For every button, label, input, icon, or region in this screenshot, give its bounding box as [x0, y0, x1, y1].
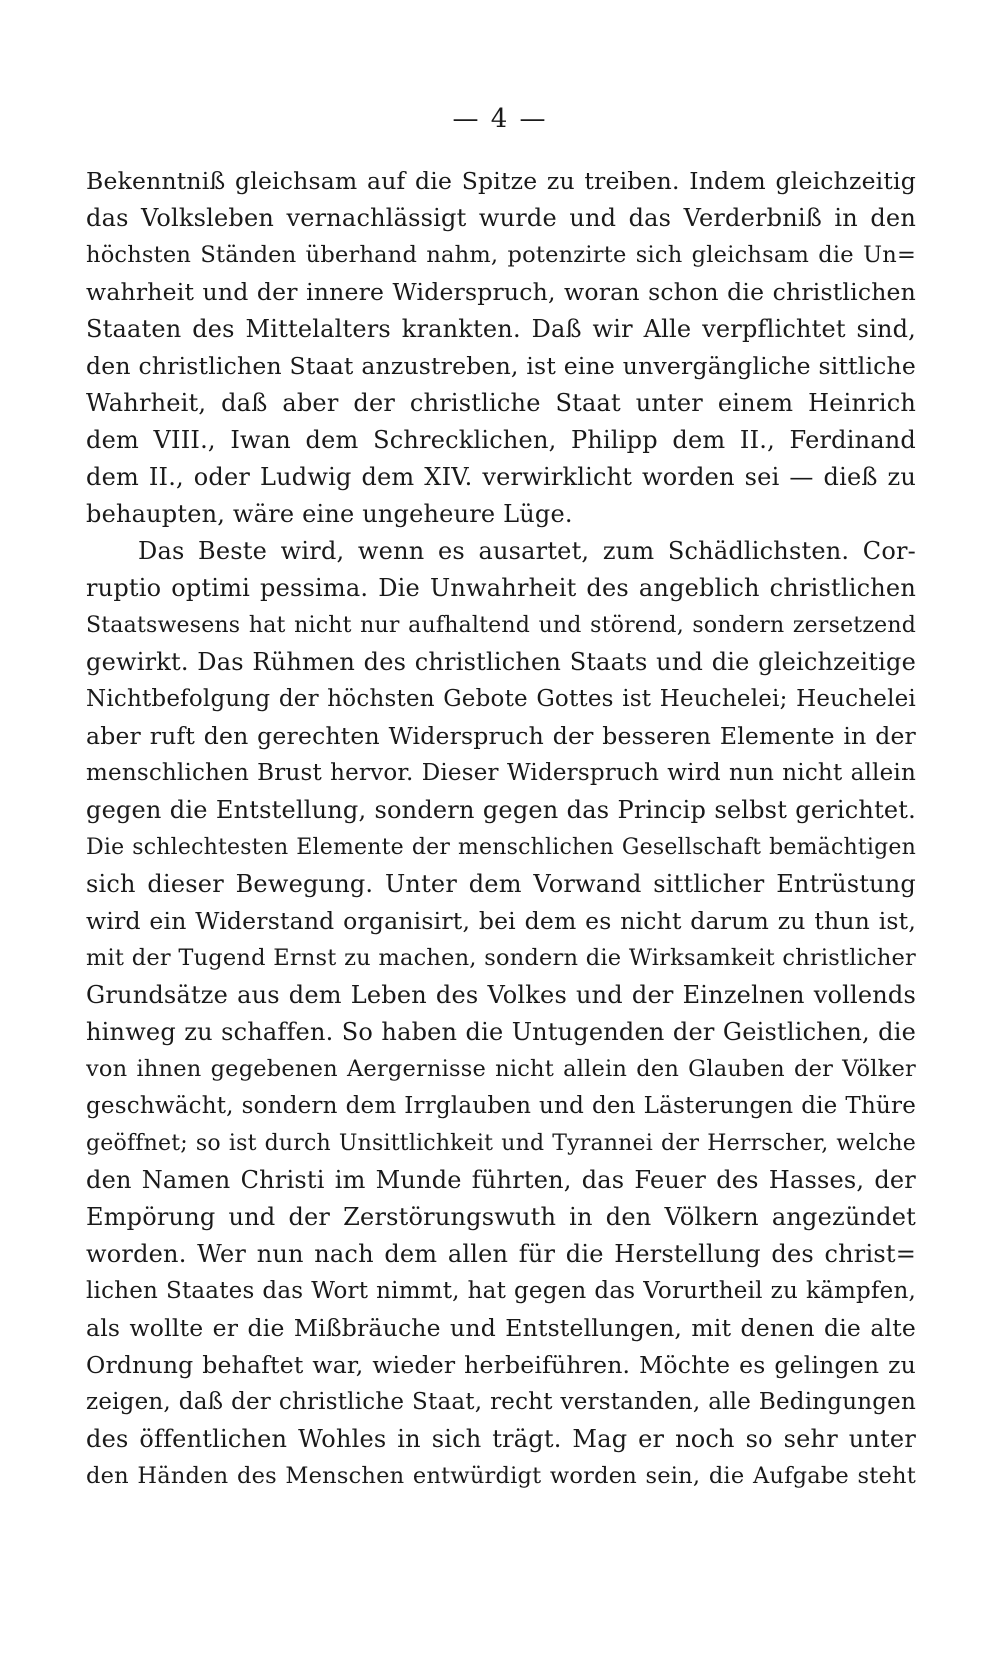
page-number: — 4 — — [452, 104, 548, 134]
text-line: Die schlechtesten Elemente der menschlichen Gesellschaft bemächtigen — [86, 835, 916, 860]
text-line: hinweg zu schaffen. So haben die Untugenden der Geistlichen, die — [86, 1018, 916, 1046]
body-text — [86, 163, 916, 1495]
text-line: Empörung und der Zerstörungswuth in den Völkern angezündet — [86, 1203, 916, 1231]
text-line: geschwächt, sondern dem Irrglauben und den Lästerungen die Thüre — [86, 1093, 916, 1119]
text-line: Ordnung behaftet war, wieder herbeiführen. Möchte es gelingen zu — [86, 1351, 916, 1379]
text-line: Grundsätze aus dem Leben des Volkes und der Einzelnen vollends — [86, 981, 916, 1009]
text-line: den Namen Christi im Munde führten, das Feuer des Hasses, der — [86, 1166, 916, 1194]
text-line: als wollte er die Mißbräuche und Entstellungen, mit denen die alte — [86, 1314, 916, 1342]
text-line: ruptio optimi pessima. Die Unwahrheit des angeblich christlichen — [86, 574, 916, 602]
text-line: Staatswesens hat nicht nur aufhaltend und störend, sondern zersetzend — [86, 613, 916, 638]
text-line: wird ein Widerstand organisirt, bei dem es nicht darum zu thun ist, — [86, 907, 916, 935]
text-line: dem VIII., Iwan dem Schrecklichen, Philipp dem II., Ferdinand — [86, 426, 916, 454]
paragraph-start-line: Das Beste wird, wenn es ausartet, zum Schädlichsten. Cor- — [138, 537, 916, 565]
text-line: geöffnet; so ist durch Unsittlichkeit und Tyrannei der Herrscher, welche — [86, 1131, 916, 1156]
text-line: das Volksleben vernachlässigt wurde und das Verderbniß in den — [86, 204, 916, 232]
text-line: höchsten Ständen überhand nahm, potenzirte sich gleichsam die Un= — [86, 242, 916, 268]
text-line: von ihnen gegebenen Aergernisse nicht allein den Glauben der Völker — [86, 1056, 916, 1082]
text-line: gegen die Entstellung, sondern gegen das Princip selbst gerichtet. — [86, 796, 916, 824]
text-line: lichen Staates das Wort nimmt, hat gegen das Vorurtheil zu kämpfen, — [86, 1278, 916, 1304]
paragraph-end-line: behaupten, wäre eine ungeheure Lüge. — [86, 500, 573, 528]
text-line: den Händen des Menschen entwürdigt worden sein, die Aufgabe steht — [86, 1463, 916, 1489]
text-line: aber ruft den gerechten Widerspruch der besseren Elemente in der — [86, 722, 916, 750]
text-line: Staaten des Mittelalters krankten. Daß wir Alle verpflichtet sind, — [86, 315, 916, 343]
text-line: zeigen, daß der christliche Staat, recht verstanden, alle Bedingungen — [86, 1389, 916, 1415]
text-line: gewirkt. Das Rühmen des christlichen Staats und die gleichzeitige — [86, 648, 916, 676]
text-line: den christlichen Staat anzustreben, ist eine unvergängliche sittliche — [86, 352, 916, 380]
text-line: Bekenntniß gleichsam auf die Spitze zu treiben. Indem gleichzeitig — [86, 167, 916, 195]
text-line: mit der Tugend Ernst zu machen, sondern die Wirksamkeit christlicher — [86, 945, 916, 971]
text-line: Nichtbefolgung der höchsten Gebote Gottes ist Heuchelei; Heuchelei — [86, 686, 916, 712]
text-line: wahrheit und der innere Widerspruch, woran schon die christlichen — [86, 278, 916, 306]
text-line: des öffentlichen Wohles in sich trägt. Mag er noch so sehr unter — [86, 1425, 916, 1453]
text-line: worden. Wer nun nach dem allen für die Herstellung des christ= — [86, 1240, 916, 1268]
text-line: dem II., oder Ludwig dem XIV. verwirklicht worden sei — dieß zu — [86, 463, 916, 491]
text-line: Wahrheit, daß aber der christliche Staat unter einem Heinrich — [86, 389, 916, 417]
text-line: menschlichen Brust hervor. Dieser Widerspruch wird nun nicht allein — [86, 760, 916, 786]
text-line: sich dieser Bewegung. Unter dem Vorwand sittlicher Entrüstung — [86, 870, 916, 898]
